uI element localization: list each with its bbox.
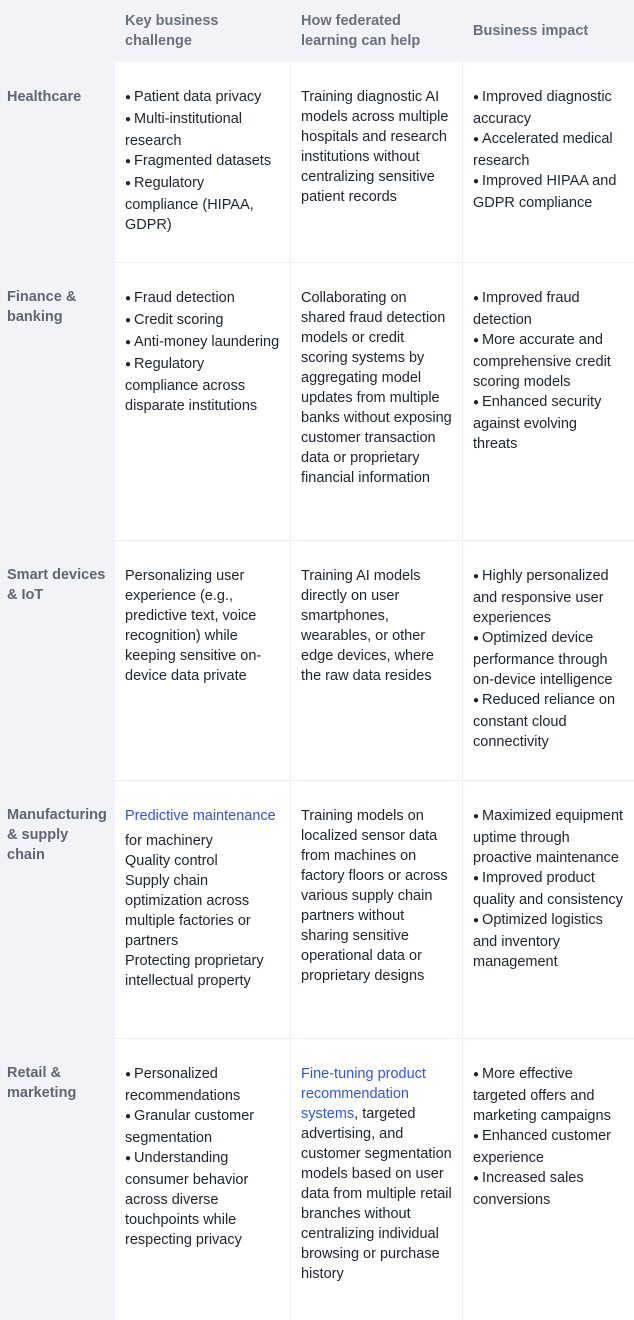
challenge-cell xyxy=(115,540,291,780)
challenge-line: Protecting proprietary intellectual property xyxy=(125,953,264,989)
challenge-item: ● Multi-institutional research xyxy=(125,109,280,151)
challenge-item: ● Personalized recommendations xyxy=(125,1064,280,1106)
impact-item: ● Improved fraud detection xyxy=(473,288,624,330)
help-text xyxy=(301,1066,452,1282)
impact-item: ● Accelerated medical research xyxy=(473,129,624,171)
impact-item: ● More effective targeted offers and marketing campaigns xyxy=(473,1064,624,1126)
challenge-item: ● Regulatory compliance (HIPAA, GDPR) xyxy=(125,173,280,235)
table-row xyxy=(0,1038,634,1320)
challenge-item: ● Regulatory compliance across disparate institutions xyxy=(125,354,280,416)
impact-cell xyxy=(463,62,634,262)
row-label-healthcare: Healthcare xyxy=(0,62,115,262)
help-cell xyxy=(291,540,463,780)
row-label-smart-devices-iot: Smart devices & IoT xyxy=(0,540,115,780)
header-how-federated-learning-can-help: How federated learning can help xyxy=(301,13,421,49)
challenge-item: ● Credit scoring xyxy=(125,310,280,332)
challenge-line: Supply chain optimization across multiple factories or partners xyxy=(125,873,251,949)
help-text: Training diagnostic AI models across multiple hospitals and research institutions without centralizing sensitive patient records xyxy=(301,89,449,205)
impact-cell xyxy=(463,540,634,780)
row-label-finance-banking: Finance & banking xyxy=(0,262,115,540)
row-label-manufacturing-supply-chain: Manufacturing & supply chain xyxy=(0,780,115,1038)
table-row xyxy=(0,780,634,1038)
impact-item: ● Optimized device performance through on-device intelligence xyxy=(473,628,624,690)
challenge-item: ● Understanding consumer behavior across diverse touchpoints while respecting privacy xyxy=(125,1148,280,1250)
header-empty-cell xyxy=(0,0,115,62)
challenge-cell xyxy=(115,780,291,1038)
table-row xyxy=(0,262,634,540)
challenge-item: ● Granular customer segmentation xyxy=(125,1106,280,1148)
impact-cell xyxy=(463,780,634,1038)
challenge-cell xyxy=(115,262,291,540)
header-key-business-challenge: Key business challenge xyxy=(125,13,219,49)
impact-cell xyxy=(463,1038,634,1320)
help-cell xyxy=(291,62,463,262)
impact-cell xyxy=(463,262,634,540)
impact-item: ● Highly personalized and responsive user experiences xyxy=(473,566,624,628)
impact-item: ● Enhanced security against evolving threats xyxy=(473,392,624,454)
impact-item: ● Improved HIPAA and GDPR compliance xyxy=(473,171,624,213)
challenge-line: Quality control xyxy=(125,853,218,869)
impact-item: ● Optimized logistics and inventory management xyxy=(473,910,624,972)
table-row xyxy=(0,62,634,262)
challenge-cell xyxy=(115,1038,291,1320)
challenge-text: Personalizing user experience (e.g., predictive text, voice recognition) while keeping sensitive on-device data private xyxy=(125,568,262,684)
help-cell xyxy=(291,262,463,540)
impact-item: ● Enhanced customer experience xyxy=(473,1126,624,1168)
fine-tuning-product-recommendation-link[interactable]: Fine-tuning product recommendation systems xyxy=(301,1066,426,1122)
impact-item: ● More accurate and comprehensive credit scoring models xyxy=(473,330,624,392)
help-cell xyxy=(291,780,463,1038)
impact-item: ● Reduced reliance on constant cloud connectivity xyxy=(473,690,624,752)
challenge-item: ● Anti-money laundering xyxy=(125,332,280,354)
challenge-item: ● Patient data privacy xyxy=(125,87,280,109)
table-header xyxy=(0,0,634,62)
help-text: Collaborating on shared fraud detection models or credit scoring systems by aggregating model updates from multiple banks without exposing customer transaction data or proprietary financial information xyxy=(301,290,452,486)
predictive-maintenance-link[interactable]: Predictive maintenance xyxy=(125,808,276,824)
row-label-retail-marketing: Retail & marketing xyxy=(0,1038,115,1320)
challenge-cell xyxy=(115,62,291,262)
help-text: Training AI models directly on user smartphones, wearables, or other edge devices, where the raw data resides xyxy=(301,568,434,684)
impact-item: ● Maximized equipment uptime through proactive maintenance xyxy=(473,806,624,868)
help-text: Training models on localized sensor data from machines on factory floors or across various supply chain partners without sharing sensitive operational data or proprietary designs xyxy=(301,808,448,984)
challenge-line: for machinery xyxy=(125,833,213,849)
header-business-impact: Business impact xyxy=(473,23,589,39)
impact-item: ● Improved diagnostic accuracy xyxy=(473,87,624,129)
impact-item: ● Increased sales conversions xyxy=(473,1168,624,1210)
help-text-rest: , targeted advertising, and customer segmentation models based on user data from multiple retail branches without centralizing individual browsing or purchase history xyxy=(301,1106,452,1282)
challenge-item: ● Fragmented datasets xyxy=(125,151,280,173)
challenge-item: ● Fraud detection xyxy=(125,288,280,310)
impact-item: ● Improved product quality and consistency xyxy=(473,868,624,910)
help-cell xyxy=(291,1038,463,1320)
table-row xyxy=(0,540,634,780)
